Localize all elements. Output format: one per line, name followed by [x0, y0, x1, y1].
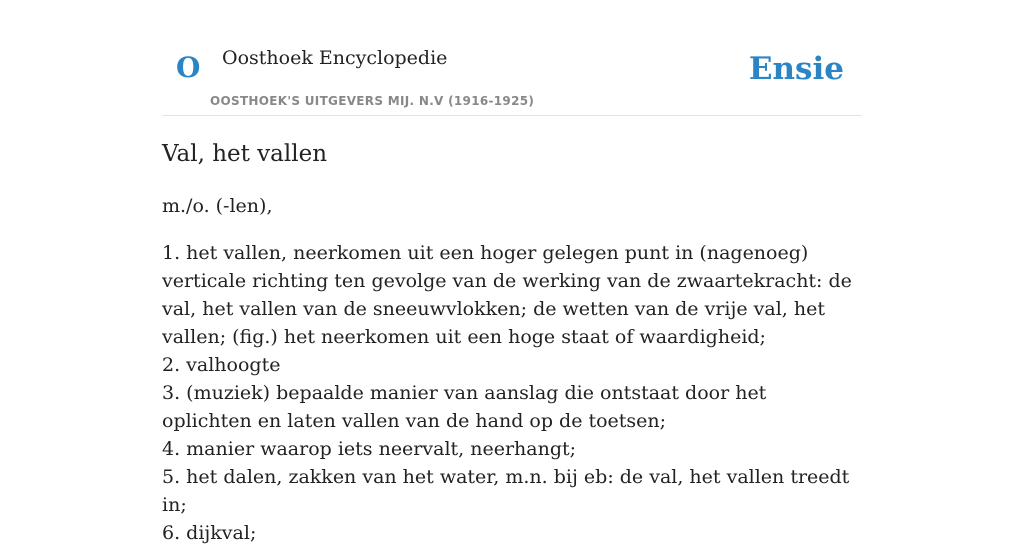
definition-list: [162, 239, 862, 547]
ensie-logo[interactable]: Ensie: [748, 51, 844, 87]
article-page: [162, 0, 862, 544]
source-header: [162, 0, 862, 116]
source-logo-icon: O: [176, 51, 201, 84]
definition-item: 2. valhoogte: [162, 354, 281, 376]
definition-item: 3. (muziek) bepaalde manier van aanslag die ontstaat door het oplichten en laten vallen van de hand op de toetsen;: [162, 382, 767, 432]
definition-item: 4. manier waarop iets neervalt, neerhangt;: [162, 438, 577, 460]
grammar-info: m./o. (-len),: [162, 195, 273, 217]
source-title[interactable]: Oosthoek Encyclopedie: [222, 47, 448, 69]
source-subtitle: OOSTHOEK'S UITGEVERS MIJ. N.V (1916-1925): [210, 94, 535, 108]
definition-item: 1. het vallen, neerkomen uit een hoger gelegen punt in (nagenoeg) verticale richting ten gevolge van de werking van de zwaartekracht: de val, het vallen van de sneeuwvlokken; de wetten van de vrije val, het vallen; (fig.) het neerkomen uit een hoge staat of waardigheid;: [162, 242, 852, 348]
definition-item: 6. dijkval;: [162, 522, 257, 544]
definition-item: 5. het dalen, zakken van het water, m.n. bij eb: de val, het vallen treedt in;: [162, 466, 850, 516]
entry-title: Val, het vallen: [162, 141, 328, 167]
